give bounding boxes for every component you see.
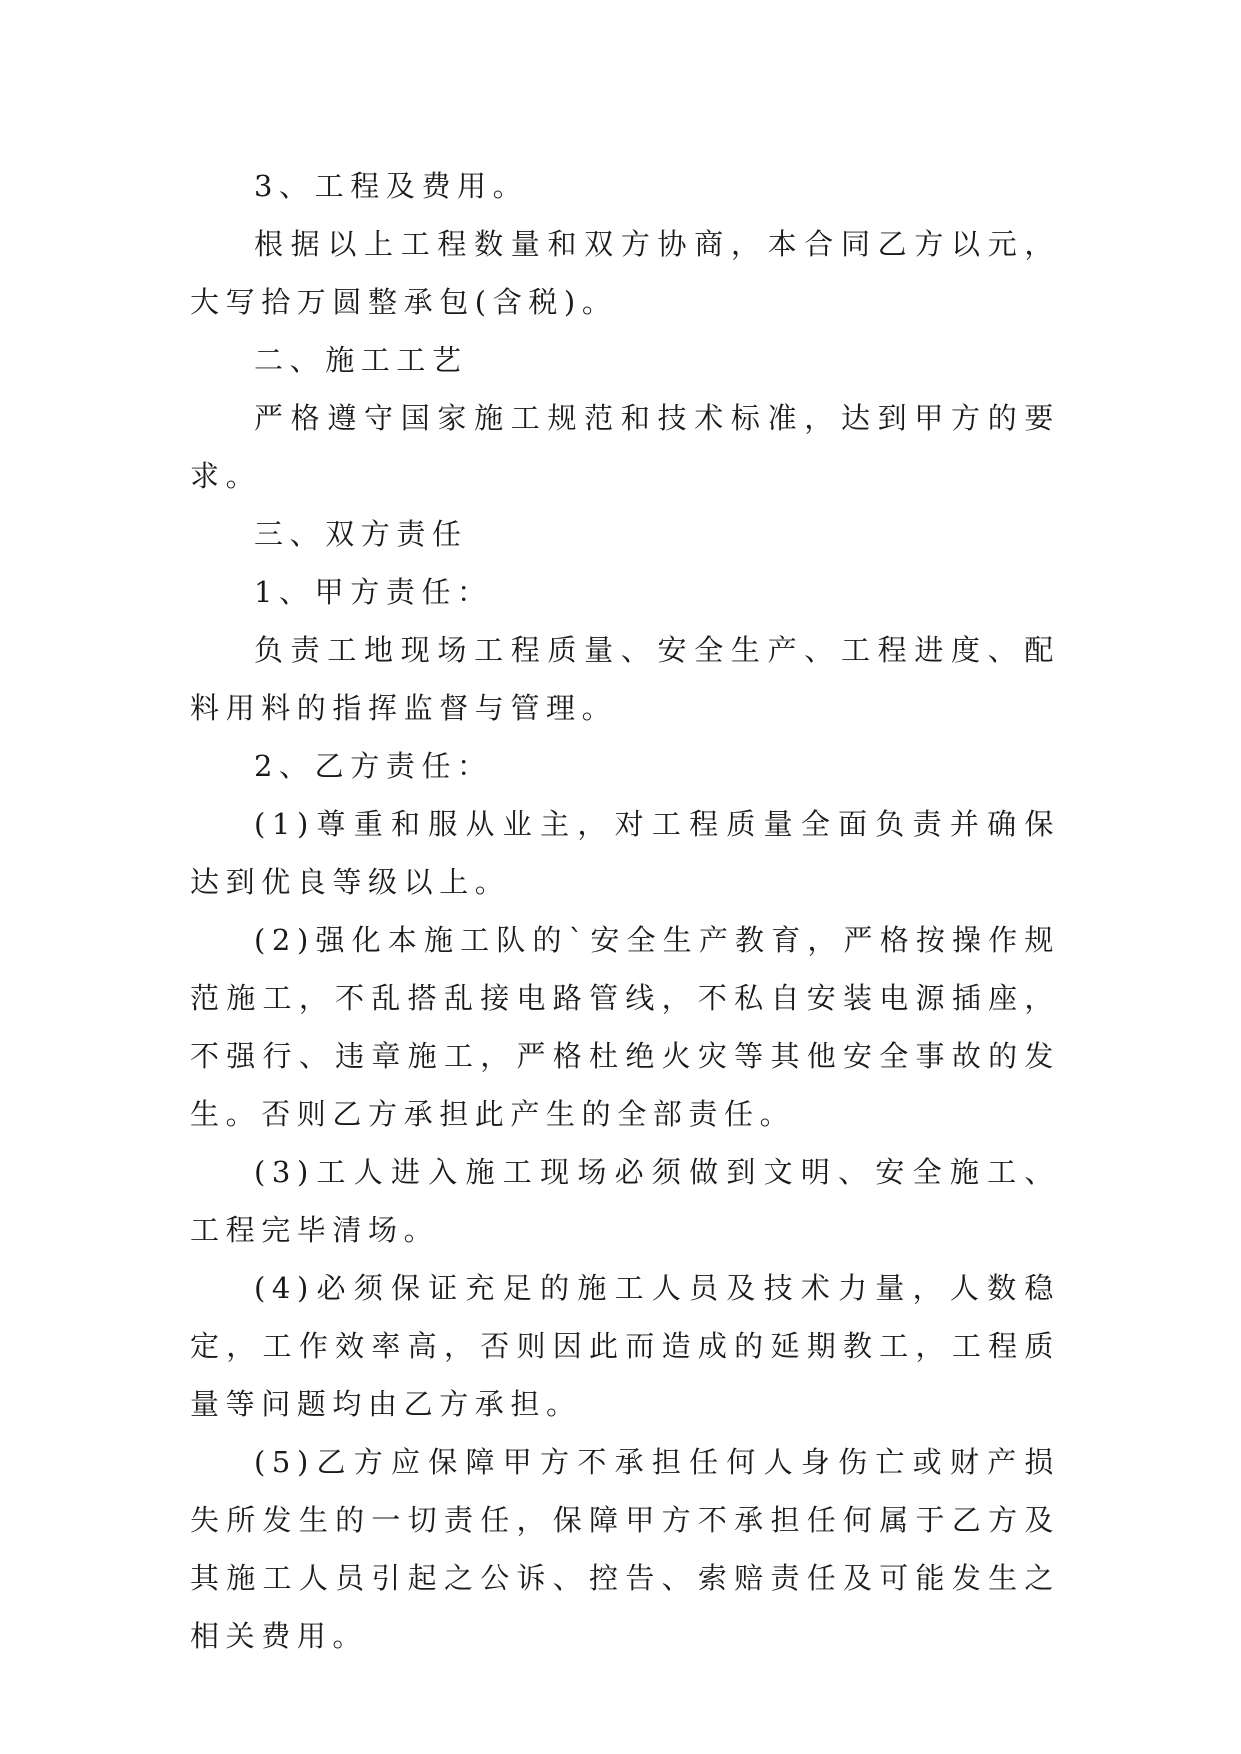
paragraph-party-b-item-2: (2)强化本施工队的`安全生产教育，严格按操作规范施工，不乱搭乱接电路管线，不私自安装电源插座，不强行、违章施工，严格杜绝火灾等其他安全事故的发生。否则乙方承担此产生的全部责任。 [190,923,1060,1131]
paragraph-standards: 严格遵守国家施工规范和技术标准，达到甲方的要求。 [190,401,1060,493]
paragraph-contract-price: 根据以上工程数量和双方协商，本合同乙方以元，大写拾万圆整承包(含税)。 [190,227,1060,319]
paragraph-party-b-item-3: (3)工人进入施工现场必须做到文明、安全施工、工程完毕清场。 [190,1155,1060,1247]
subheading-party-a: 1、甲方责任： [254,575,493,609]
paragraph-party-b-item-1: (1)尊重和服从业主，对工程质量全面负责并确保达到优良等级以上。 [190,807,1060,899]
paragraph-party-b-item-4: (4)必须保证充足的施工人员及技术力量，人数稳定，工作效率高，否则因此而造成的延期教工，工程质量等问题均由乙方承担。 [190,1271,1060,1421]
section-heading-cost: 3、工程及费用。 [254,169,529,203]
section-heading-process: 二、施工工艺 [254,343,468,377]
subheading-party-b: 2、乙方责任： [254,749,493,783]
section-heading-responsibilities: 三、双方责任 [254,517,468,551]
paragraph-party-a-duties: 负责工地现场工程质量、安全生产、工程进度、配料用料的指挥监督与管理。 [190,633,1060,725]
document-body [190,157,1060,1665]
paragraph-party-b-item-5: (5)乙方应保障甲方不承担任何人身伤亡或财产损失所发生的一切责任，保障甲方不承担任何属于乙方及其施工人员引起之公诉、控告、索赔责任及可能发生之相关费用。 [190,1445,1060,1653]
